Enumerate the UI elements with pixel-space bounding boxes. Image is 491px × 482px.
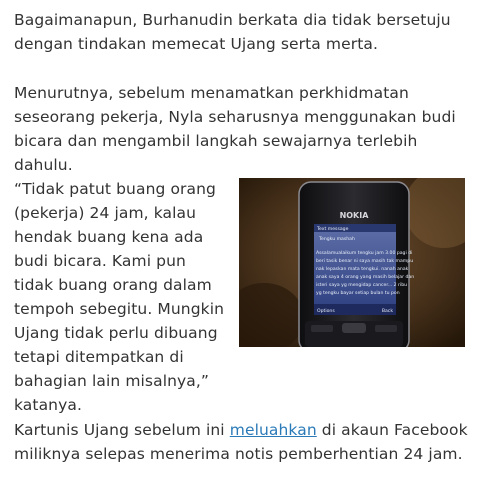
screen-line: nak lepaskan mata tengkui. nanah anak: [316, 267, 409, 272]
screen-line: anak saya 4 orang yang masih belajar dan: [316, 275, 415, 280]
softkey-back: Back: [381, 309, 393, 314]
paragraph-4-text-before: Kartunis Ujang sebelum ini: [14, 421, 230, 439]
softkey-options: Options: [317, 309, 335, 314]
phone-photo: [239, 178, 465, 347]
paragraph-4-text-after: di akaun Facebook miliknya selepas menerima notis pemberhentian 24 jam.: [14, 421, 468, 463]
screen-line: beri tasik benar ni saya masih tak mampu: [316, 259, 414, 264]
screen-subject: Tengku mashah: [319, 237, 355, 242]
paragraph-3-quote: “Tidak patut buang orang (pekerja) 24 jam, kalau hendak buang kena ada budi bicara. Kami pun tidak buang orang dalam tempoh sebegitu. Mungkin Ujang tidak perlu dibuang tetapi ditempatkan di bahagian lain misalnya,” katanya.: [14, 180, 225, 414]
paragraph-1: Bagaimanapun, Burhanudin berkata dia tidak bersetuju dengan tindakan memecat Ujang serta merta.: [14, 11, 451, 53]
screen-line: isteri saya yg mengidap cancer... 2 ribu: [316, 283, 408, 288]
phone-brand: NOKIA: [339, 211, 369, 220]
meluahkan-link[interactable]: meluahkan: [229, 421, 317, 439]
screen-header: Text message: [317, 227, 349, 232]
screen-line: yg tengku bayar setiap bulan tu pon: [316, 291, 400, 296]
screen-line: Assalamualaikum tengku jam 3.00 pagi di: [316, 251, 413, 256]
paragraph-4: [14, 418, 470, 466]
paragraph-2: Menurutnya, sebelum menamatkan perkhidmatan seseorang pekerja, Nyla seharusnya menggunakan budi bicara dan mengambil langkah sewajarnya terlebih dahulu.: [14, 84, 456, 174]
